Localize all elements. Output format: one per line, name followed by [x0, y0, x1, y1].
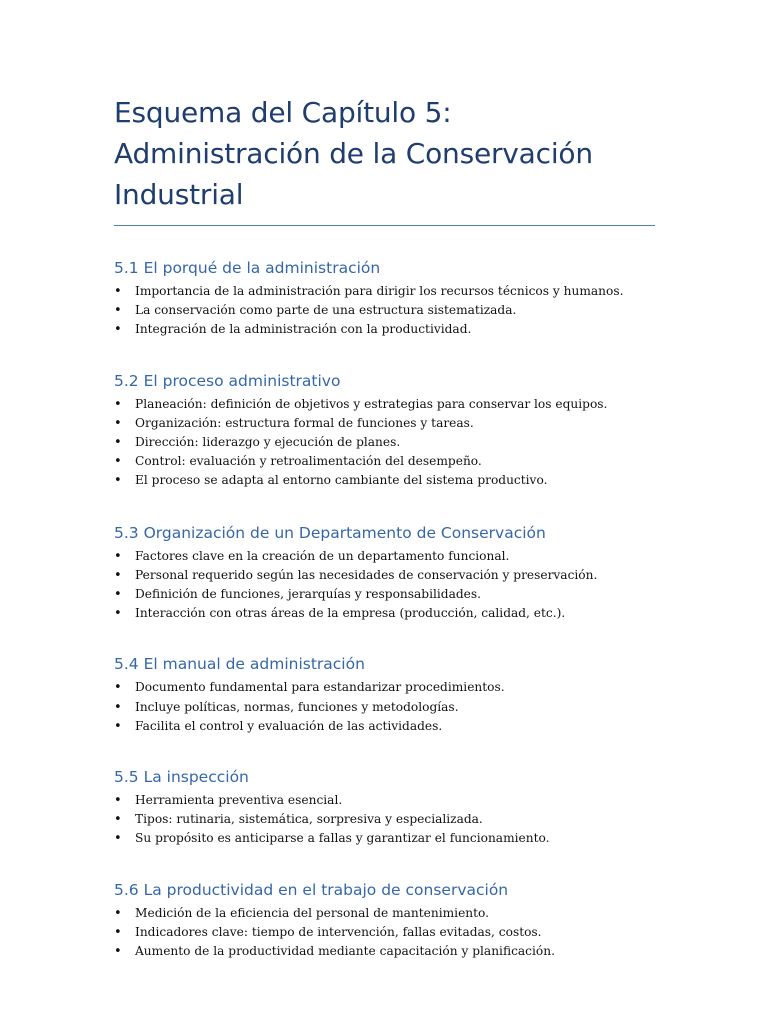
list-item — [114, 604, 656, 623]
list-item-text: Integración de la administración con la productividad. — [135, 322, 472, 337]
list-item — [114, 717, 656, 736]
list-item-text: Aumento de la productividad mediante capacitación y planificación. — [135, 944, 555, 959]
list-item — [114, 414, 656, 433]
document-title: Esquema del Capítulo 5: Administración de la Conservación Industrial — [114, 96, 593, 211]
bullet-list — [114, 395, 656, 491]
bullet-icon: • — [114, 680, 122, 696]
list-item-text: Documento fundamental para estandarizar procedimientos. — [135, 680, 505, 695]
list-item-text: Tipos: rutinaria, sistemática, sorpresiva y especializada. — [135, 812, 483, 827]
document-page — [114, 92, 656, 961]
list-item-text: Incluye políticas, normas, funciones y metodologías. — [135, 699, 459, 714]
list-item — [114, 433, 656, 452]
bullet-icon: • — [114, 454, 122, 470]
bullet-icon: • — [114, 905, 122, 921]
bullet-icon: • — [114, 548, 122, 564]
bullet-icon: • — [114, 322, 122, 338]
list-item — [114, 942, 656, 961]
list-item — [114, 320, 656, 339]
list-item — [114, 585, 656, 604]
list-item — [114, 810, 656, 829]
list-item — [114, 301, 656, 320]
list-item-text: Indicadores clave: tiempo de intervención, fallas evitadas, costos. — [135, 924, 542, 939]
sections-container — [114, 258, 656, 961]
bullet-list — [114, 547, 656, 624]
list-item — [114, 547, 656, 566]
section-heading: 5.6 La productividad en el trabajo de conservación — [114, 880, 509, 899]
bullet-icon: • — [114, 718, 122, 734]
section-heading: 5.5 La inspección — [114, 768, 249, 787]
bullet-list — [114, 904, 656, 962]
section — [114, 258, 656, 340]
list-item — [114, 791, 656, 810]
list-item-text: Herramienta preventiva esencial. — [135, 793, 343, 808]
bullet-icon: • — [114, 567, 122, 583]
section — [114, 523, 656, 624]
section-heading: 5.1 El porqué de la administración — [114, 259, 381, 277]
bullet-icon: • — [114, 812, 122, 828]
list-item-text: Planeación: definición de objetivos y estrategias para conservar los equipos. — [135, 396, 608, 411]
bullet-icon: • — [114, 415, 122, 431]
bullet-list — [114, 791, 656, 849]
list-item — [114, 471, 656, 490]
bullet-icon: • — [114, 587, 122, 603]
bullet-icon: • — [114, 831, 122, 847]
bullet-icon: • — [114, 699, 122, 715]
list-item-text: Facilita el control y evaluación de las actividades. — [135, 718, 443, 733]
bullet-icon: • — [114, 606, 122, 622]
list-item — [114, 923, 656, 942]
bullet-icon: • — [114, 793, 122, 809]
bullet-icon: • — [114, 284, 122, 299]
bullet-icon: • — [114, 435, 122, 451]
list-item — [114, 904, 656, 923]
bullet-icon: • — [114, 303, 122, 319]
list-item-text: Organización: estructura formal de funciones y tareas. — [135, 415, 474, 430]
bullet-icon: • — [114, 473, 122, 489]
section-heading: 5.2 El proceso administrativo — [114, 371, 341, 390]
list-item-text: Importancia de la administración para dirigir los recursos técnicos y humanos. — [135, 284, 624, 298]
section-heading: 5.3 Organización de un Departamento de Conservación — [114, 523, 546, 542]
list-item — [114, 678, 656, 697]
list-item-text: Factores clave en la creación de un departamento funcional. — [135, 548, 510, 563]
bullet-list — [114, 678, 656, 736]
list-item — [114, 452, 656, 471]
list-item — [114, 698, 656, 717]
list-item-text: Dirección: liderazgo y ejecución de planes. — [135, 435, 401, 450]
list-item-text: Control: evaluación y retroalimentación del desempeño. — [135, 454, 482, 469]
list-item — [114, 566, 656, 585]
section-heading: 5.4 El manual de administración — [114, 655, 365, 674]
list-item — [114, 829, 656, 848]
list-item — [114, 395, 656, 414]
list-item-text: El proceso se adapta al entorno cambiante del sistema productivo. — [135, 473, 548, 488]
list-item-text: Su propósito es anticiparse a fallas y garantizar el funcionamiento. — [135, 831, 550, 846]
list-item-text: Definición de funciones, jerarquías y responsabilidades. — [135, 587, 481, 602]
list-item-text: Personal requerido según las necesidades de conservación y preservación. — [135, 567, 598, 582]
list-item-text: Medición de la eficiencia del personal de mantenimiento. — [135, 905, 490, 920]
bullet-icon: • — [114, 396, 122, 412]
section — [114, 654, 656, 736]
list-item-text: La conservación como parte de una estructura sistematizada. — [135, 303, 517, 318]
title-divider — [114, 225, 655, 226]
bullet-icon: • — [114, 924, 122, 940]
list-item-text: Interacción con otras áreas de la empresa (producción, calidad, etc.). — [135, 606, 566, 621]
bullet-list — [114, 282, 656, 340]
list-item — [114, 282, 656, 301]
bullet-icon: • — [114, 944, 122, 960]
section — [114, 767, 656, 849]
section — [114, 371, 656, 491]
section — [114, 880, 656, 962]
